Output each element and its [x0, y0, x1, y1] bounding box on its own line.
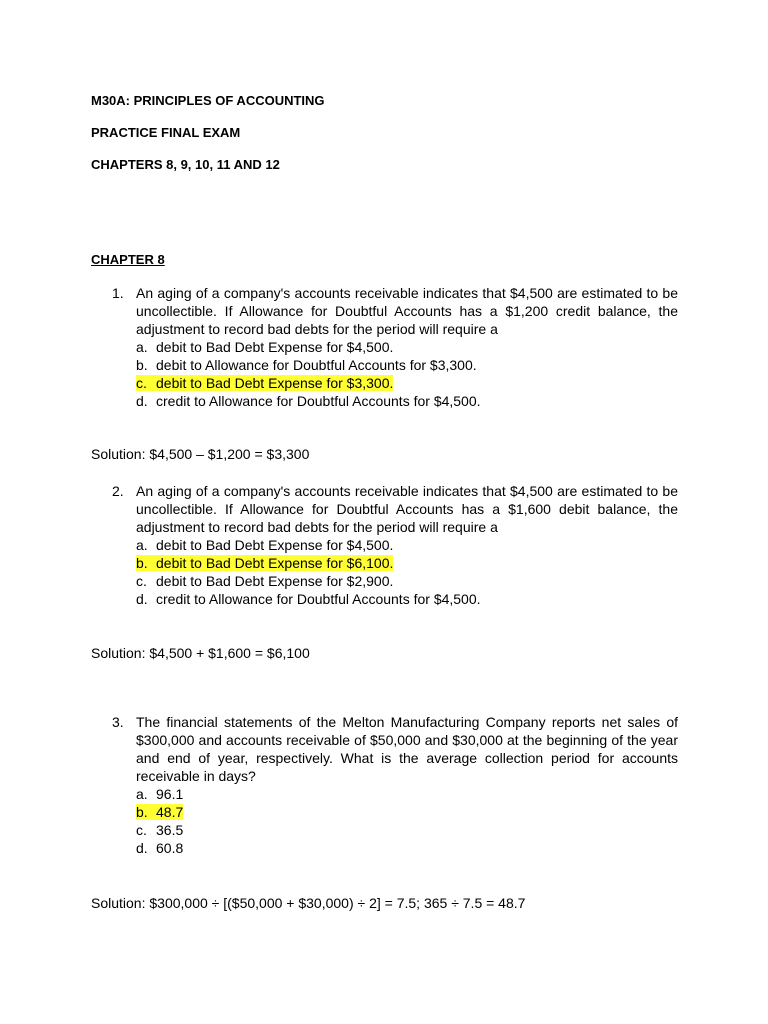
option-text: debit to Allowance for Doubtful Accounts for $3,300.: [156, 357, 477, 373]
question-text: The financial statements of the Melton Manufacturing Company reports net sales of $300,000 and accounts receivable of $50,000 and $30,000 at the beginning of the year and end of year, respectively. What is the average collection period for accounts receivable in days?: [136, 714, 678, 784]
option-letter: a.: [136, 339, 148, 355]
option-text: 48.7: [156, 804, 184, 820]
question-2: [112, 482, 678, 608]
option-letter: b.: [136, 804, 148, 820]
question-number: 3.: [112, 714, 124, 730]
question-text: An aging of a company's accounts receivable indicates that $4,500 are estimated to be uncollectible. If Allowance for Doubtful Accounts has a $1,200 credit balance, the adjustment to record bad debts for the period will require a: [136, 285, 678, 337]
chapter-heading: CHAPTER 8: [91, 252, 165, 267]
option-c: [136, 821, 678, 839]
option-text: credit to Allowance for Doubtful Accounts for $4,500.: [156, 591, 481, 607]
option-letter: d.: [136, 393, 148, 409]
option-a: [136, 785, 678, 803]
option-content: [136, 573, 393, 589]
question-number: 2.: [112, 483, 124, 499]
option-b: [136, 803, 678, 821]
option-text: debit to Bad Debt Expense for $2,900.: [156, 573, 394, 589]
option-letter: c.: [136, 573, 147, 589]
option-letter: d.: [136, 840, 148, 856]
option-text: debit to Bad Debt Expense for $4,500.: [156, 537, 394, 553]
option-text: 36.5: [156, 822, 184, 838]
option-content: [136, 339, 393, 355]
answer-options: [136, 338, 678, 410]
option-d: [136, 590, 678, 608]
option-text: 60.8: [156, 840, 184, 856]
answer-options: [136, 536, 678, 608]
option-b: [136, 554, 678, 572]
option-text: debit to Bad Debt Expense for $4,500.: [156, 339, 394, 355]
option-content: [136, 840, 183, 856]
option-content: [136, 822, 183, 838]
option-letter: c.: [136, 822, 147, 838]
option-text: debit to Bad Debt Expense for $3,300.: [156, 375, 394, 391]
option-text: credit to Allowance for Doubtful Accounts for $4,500.: [156, 393, 481, 409]
option-content: [136, 393, 481, 409]
question-1: [112, 284, 678, 410]
option-letter: a.: [136, 786, 148, 802]
option-d: [136, 839, 678, 857]
option-c: [136, 374, 678, 392]
question-3: [112, 713, 678, 857]
option-letter: d.: [136, 591, 148, 607]
question-number: 1.: [112, 285, 124, 301]
option-content: [136, 786, 183, 802]
course-title: M30A: PRINCIPLES OF ACCOUNTING: [91, 93, 325, 108]
option-d: [136, 392, 678, 410]
option-b: [136, 356, 678, 374]
solution-2: Solution: $4,500 + $1,600 = $6,100: [91, 645, 310, 661]
option-letter: b.: [136, 555, 148, 571]
option-a: [136, 338, 678, 356]
option-content: [136, 591, 481, 607]
option-a: [136, 536, 678, 554]
option-c: [136, 572, 678, 590]
exam-title: PRACTICE FINAL EXAM: [91, 125, 241, 140]
option-letter: a.: [136, 537, 148, 553]
solution-3: Solution: $300,000 ÷ [($50,000 + $30,000) ÷ 2] = 7.5; 365 ÷ 7.5 = 48.7: [91, 895, 526, 911]
chapters-line: CHAPTERS 8, 9, 10, 11 AND 12: [91, 157, 280, 172]
option-text: debit to Bad Debt Expense for $6,100.: [156, 555, 394, 571]
solution-1: Solution: $4,500 – $1,200 = $3,300: [91, 446, 310, 462]
option-content: [136, 537, 393, 553]
question-text: An aging of a company's accounts receivable indicates that $4,500 are estimated to be uncollectible. If Allowance for Doubtful Accounts has a $1,600 debit balance, the adjustment to record bad debts for the period will require a: [136, 483, 678, 535]
highlighted-answer: [136, 555, 393, 571]
option-letter: b.: [136, 357, 148, 373]
answer-options: [136, 785, 678, 857]
option-content: [136, 357, 477, 373]
highlighted-answer: [136, 804, 183, 820]
option-text: 96.1: [156, 786, 184, 802]
option-letter: c.: [136, 375, 147, 391]
highlighted-answer: [136, 375, 393, 391]
